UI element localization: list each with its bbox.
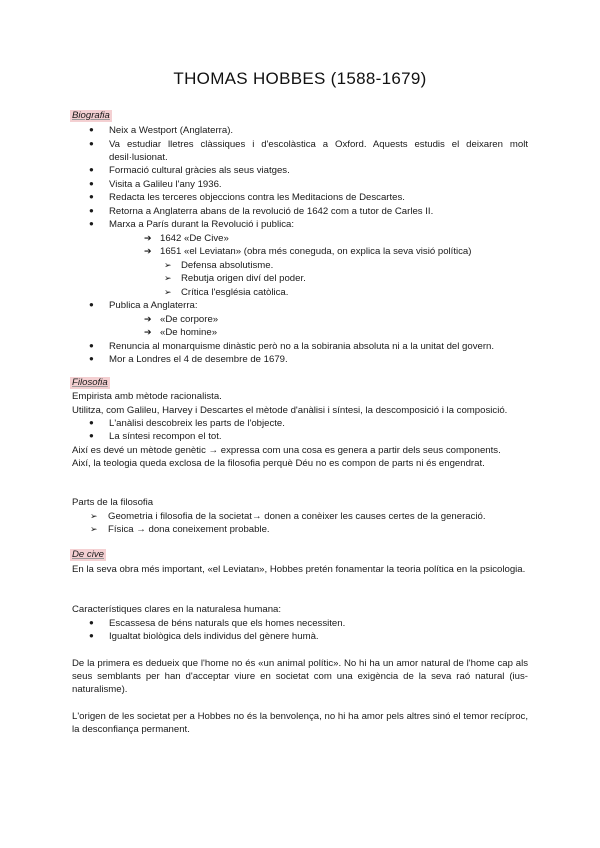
list-item: ➢ Crítica l'església catòlica. — [72, 286, 528, 300]
paragraph: Utilitza, com Galileu, Harvey i Descartes el mètode d'anàlisi i síntesi, la descomposició i la composició. — [72, 404, 508, 416]
paragraph-block — [72, 710, 528, 736]
list-item: ● L'anàlisi descobreix les parts de l'objecte. — [72, 417, 528, 431]
page-title: THOMAS HOBBES (1588-1679) — [173, 69, 427, 88]
paragraph-line: Empirista amb mètode racionalista. — [72, 391, 222, 402]
paragraph-line: Així, la teologia queda exclosa de la filosofia perquè Déu no es compon de parts ni és engendrat. — [72, 458, 485, 470]
decive-block — [72, 563, 528, 576]
list-item: ➔ 1651 «el Leviatan» (obra més coneguda, on explica la seva visió política) — [72, 245, 528, 259]
characteristics-block — [72, 603, 528, 644]
parts-heading: Parts de la filosofia — [72, 497, 154, 508]
section-heading-biografia: Biografia — [72, 110, 110, 121]
characteristics-heading: Característiques clares en la naturalesa humana: — [72, 604, 282, 615]
list-item: ● Mor a Londres el 4 de desembre de 1679. — [72, 353, 528, 367]
list-item: ➢ Física → dona coneixement probable. — [72, 523, 528, 537]
list-item: ● La síntesi recompon el tot. — [72, 430, 528, 444]
list-item: ● Neix a Westport (Anglaterra). — [72, 124, 528, 138]
list-item: ➔ «De homine» — [72, 326, 528, 340]
list-item: ● Publica a Anglaterra: — [72, 299, 528, 313]
list-item: ➢ Geometria i filosofia de la societat→ donen a conèixer les causes certes de la generació. — [72, 510, 528, 524]
biografia-list — [72, 124, 528, 367]
list-item: ● Visita a Galileu l'any 1936. — [72, 178, 528, 192]
list-item: ● Va estudiar lletres clàssiques i d'escolàstica a Oxford. Aquests estudis el deixaren molt desil·lusionat. — [72, 138, 528, 164]
list-item: ● Renuncia al monarquisme dinàstic però no a la sobirania absoluta ni a la unitat del govern. — [72, 340, 528, 354]
paragraph: L'origen de les societat per a Hobbes no és la benvolença, no hi ha amor pels altres sinó el temor recíproc, la desconfiança permanent. — [72, 711, 528, 736]
list-item: ● Escassesa de béns naturals que els homes necessiten. — [72, 617, 528, 631]
paragraph: De la primera es dedueix que l'home no és «un animal polític». No hi ha un amor natural de l'home cap als seus semblants per han d'acceptar viure en societat com una exigència de la seva raó natural (ius-naturalisme). — [72, 658, 528, 696]
parts-block — [72, 496, 528, 537]
paragraph-block — [72, 657, 528, 697]
list-item: ➢ Rebutja origen diví del poder. — [72, 272, 528, 286]
paragraph-line: Així es devé un mètode genètic → expressa com una cosa es genera a partir dels seus components. — [72, 444, 501, 456]
list-item: ➔ «De corpore» — [72, 313, 528, 327]
list-item: ● Redacta les terceres objeccions contra les Meditacions de Descartes. — [72, 191, 528, 205]
list-item: ● Igualtat biològica dels individus del gènere humà. — [72, 630, 528, 644]
list-item: ➔ 1642 «De Cive» — [72, 232, 528, 246]
list-item: ● Retorna a Anglaterra abans de la revolució de 1642 com a tutor de Carles II. — [72, 205, 528, 219]
list-item: ● Formació cultural gràcies als seus viatges. — [72, 164, 528, 178]
section-heading-filosofia: Filosofia — [72, 377, 108, 388]
section-heading-de-cive: De cive — [72, 549, 104, 560]
paragraph: En la seva obra més important, «el Leviatan», Hobbes pretén fonamentar la teoria política en la psicologia. — [72, 564, 526, 575]
list-item: ● Marxa a París durant la Revolució i publica: — [72, 218, 528, 232]
filosofia-block — [72, 390, 528, 471]
list-item: ➢ Defensa absolutisme. — [72, 259, 528, 273]
